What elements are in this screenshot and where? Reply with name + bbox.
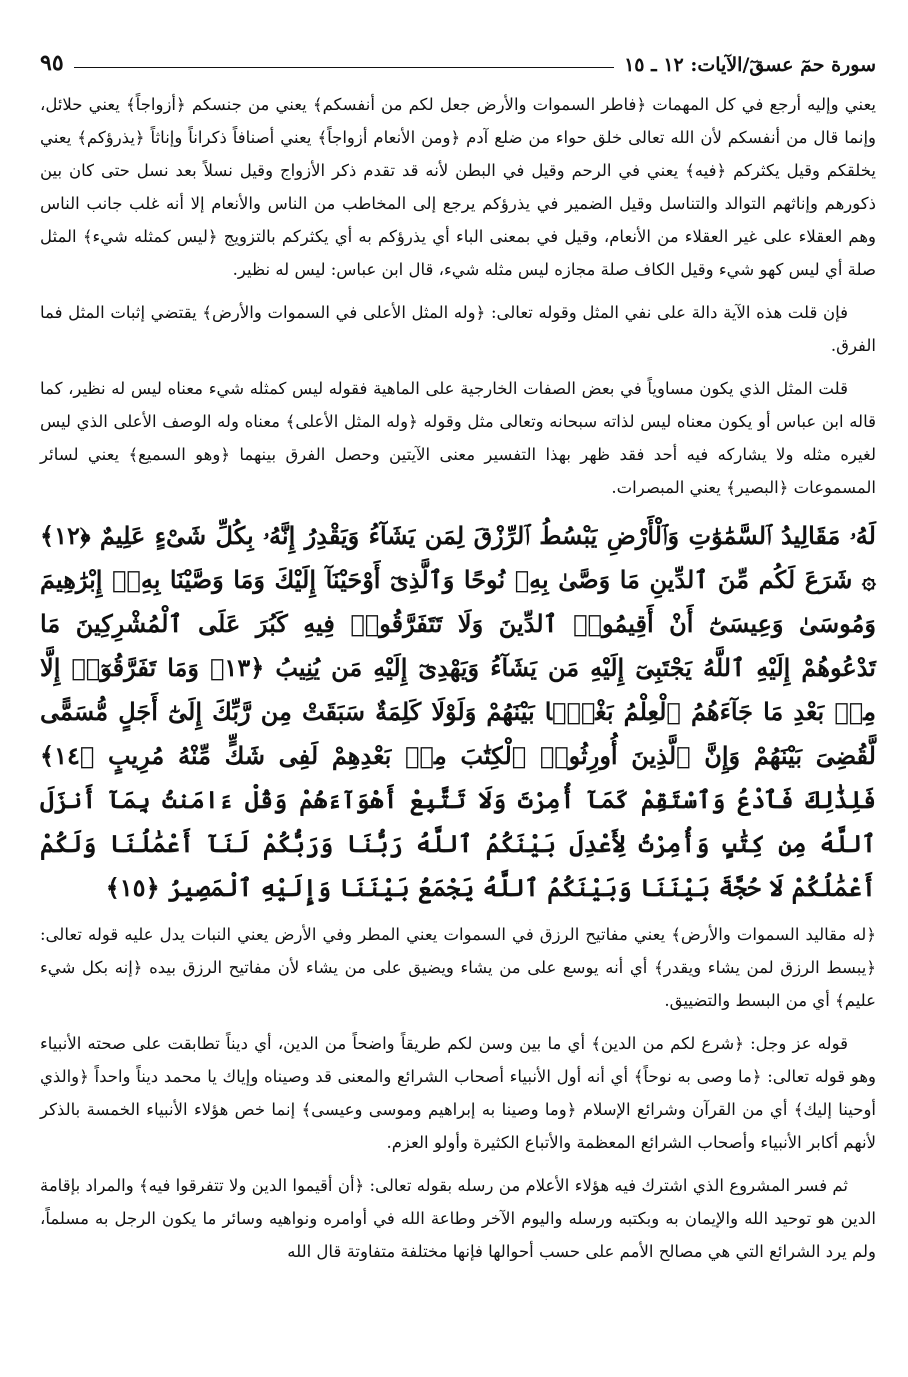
tafsir-paragraph-1: يعني وإليه أرجع في كل المهمات ﴿فاطر السموات والأرض جعل لكم من أنفسكم﴾ يعني من جنسكم ﴿أزواجاً﴾ يعني حلائل، وإنما قال من أنفسكم لأن الله تعالى خلق حواء من ضلع آدم ﴿ومن الأنعام أزواجاً﴾ يعني أصنافاً ذكراناً وإناثاً ﴿يذرؤكم﴾ يعني يخلقكم وقيل يكثركم ﴿فيه﴾ يعني في الرحم وقيل في البطن لأنه قد تقدم ذكر الأزواج وقيل نسلاً بعد نسل حتى كان بين ذكورهم وإناثهم التوالد والتناسل وقيل الضمير في يذرؤكم يرجع إلى المخاطب من الناس والأنعام إلا أنه غلب جانب الناس وهم العقلاء على غير العقلاء من الأنعام، وقيل في بمعنى الباء أي يذرؤكم به أي يكثركم بالتزويج ﴿ليس كمثله شيء﴾ المثل صلة أي ليس كهو شيء وقيل الكاف صلة مجازه ليس مثله شيء، قال ابن عباس: ليس له نظير. [40,95,876,279]
book-page [40,44,876,1268]
surah-title: سورة حمٓ عسقٓ/الآيات: ١٢ ـ ١٥ [624,54,876,76]
quran-verses-12-15: لَهُۥ مَقَالِيدُ ٱلسَّمَٰوَٰتِ وَٱلْأَرْضِ يَبْسُطُ ٱلرِّزْقَ لِمَن يَشَآءُ وَيَقْدِرُ إِنَّهُۥ بِكُلِّ شَىْءٍ عَلِيمٌ ﴿١٢﴾ ۞ شَرَعَ لَكُم مِّنَ ٱلدِّينِ مَا وَصَّىٰ بِهِۦ نُوحًا وَٱلَّذِىٓ أَوْحَيْنَآ إِلَيْكَ وَمَا وَصَّيْنَا بِهِۦٓ إِبْرَٰهِيمَ وَمُوسَىٰ وَعِيسَىٰٓ أَنْ أَقِيمُوا۟ ٱلدِّينَ وَلَا تَتَفَرَّقُوا۟ فِيهِ كَبُرَ عَلَى ٱلْمُشْرِكِينَ مَا تَدْعُوهُمْ إِلَيْهِ ٱللَّهُ يَجْتَبِىٓ إِلَيْهِ مَن يَشَآءُ وَيَهْدِىٓ إِلَيْهِ مَن يُنِيبُ ﴿١٣﴾ وَمَا تَفَرَّقُوٓا۟ إِلَّا مِنۢ بَعْدِ مَا جَآءَهُمُ ٱلْعِلْمُ بَغْيًۢا بَيْنَهُمْ وَلَوْلَا كَلِمَةٌ سَبَقَتْ مِن رَّبِّكَ إِلَىٰٓ أَجَلٍ مُّسَمًّى لَّقُضِىَ بَيْنَهُمْ وَإِنَّ ٱلَّذِينَ أُورِثُوا۟ ٱلْكِتَٰبَ مِنۢ بَعْدِهِمْ لَفِى شَكٍّ مِّنْهُ مُرِيبٍ ﴿١٤﴾ فَلِذَٰلِكَ فَٱدْعُ وَٱسْتَقِمْ كَمَآ أُمِرْتَ وَلَا تَتَّبِعْ أَهْوَآءَهُمْ وَقُلْ ءَامَنتُ بِمَآ أَنزَلَ ٱللَّهُ مِن كِتَٰبٍ وَأُمِرْتُ لِأَعْدِلَ بَيْنَكُمُ ٱللَّهُ رَبُّنَا وَرَبُّكُمْ لَنَآ أَعْمَٰلُنَا وَلَكُمْ أَعْمَٰلُكُمْ لَا حُجَّةَ بَيْنَنَا وَبَيْنَكُمُ ٱللَّهُ يَجْمَعُ بَيْنَنَا وَإِلَيْهِ ٱلْمَصِيرُ ﴿١٥﴾ [40,521,876,902]
tafsir-paragraph-5: قوله عز وجل: ﴿شرع لكم من الدين﴾ أي ما بين وسن لكم طريقاً واضحاً من الدين، أي ديناً تطابقت على صحته الأنبياء وهو قوله تعالى: ﴿ما وصى به نوحاً﴾ أي أنه أول الأنبياء أصحاب الشرائع والمعنى قد وصيناه وإياك يا محمد ديناً واحداً ﴿والذي أوحينا إليك﴾ أي من القرآن وشرائع الإسلام ﴿وما وصينا به إبراهيم وموسى وعيسى﴾ إنما خص هؤلاء الأنبياء الخمسة بالذكر لأنهم أكابر الأنبياء وأصحاب الشرائع المعظمة والأتباع الكثيرة وأولو العزم. [40,1034,876,1152]
page-header [40,44,876,76]
tafsir-paragraph-4: ﴿له مقاليد السموات والأرض﴾ يعني مفاتيح الرزق في السموات يعني المطر وفي الأرض يعني النبات يدل عليه قوله تعالى: ﴿يبسط الرزق لمن يشاء ويقدر﴾ أي أنه يوسع على من يشاء ويضيق على من يشاء لأن مفاتيح الرزق بيده ﴿إنه بكل شيء عليم﴾ أي من البسط والتضييق. [40,925,876,1010]
tafsir-paragraph-3: قلت المثل الذي يكون مساوياً في بعض الصفات الخارجية على الماهية فقوله ليس كمثله شيء معناه ليس له نظير، كما قاله ابن عباس أو يكون معناه ليس لذاته سبحانه وتعالى مثل وقوله ﴿وله المثل الأعلى﴾ معناه وله الوصف الأعلى الذي ليس لغيره مثله ولا يشاركه فيه أحد فقد ظهر بهذا التفسير معنى الآيتين وحصل الفرق بينهما ﴿وهو السميع﴾ يعني لسائر المسموعات ﴿البصير﴾ يعني المبصرات. [40,379,876,497]
page-number: ٩٥ [40,50,64,76]
header-rule [74,67,614,68]
tafsir-paragraph-2: فإن قلت هذه الآية دالة على نفي المثل وقوله تعالى: ﴿وله المثل الأعلى في السموات والأرض﴾ يقتضي إثبات المثل فما الفرق. [40,303,876,355]
tafsir-paragraph-6: ثم فسر المشروع الذي اشترك فيه هؤلاء الأعلام من رسله بقوله تعالى: ﴿أن أقيموا الدين ولا تتفرقوا فيه﴾ والمراد بإقامة الدين هو توحيد الله والإيمان به وبكتبه ورسله واليوم الآخر وطاعة الله في أوامره ونواهيه وسائر ما يكون الرجل به مسلماً، ولم يرد الشرائع التي هي مصالح الأمم على حسب أحوالها فإنها مختلفة متفاوتة قال الله [40,1176,876,1261]
